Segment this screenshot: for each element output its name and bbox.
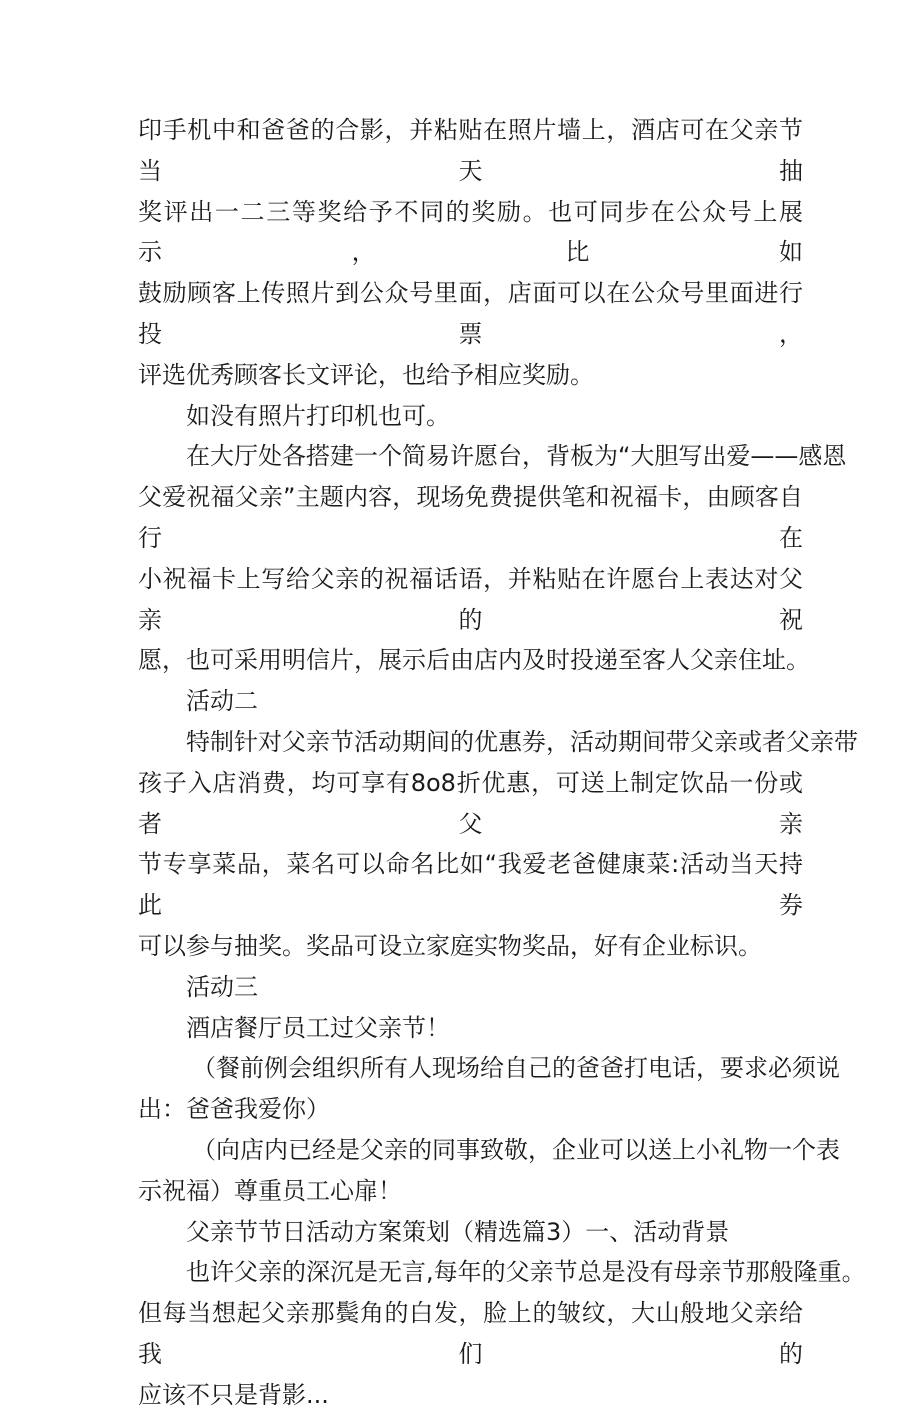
text-line: 示祝福）尊重员工心扉！ — [138, 1176, 402, 1205]
text-line: （向店内已经是父亲的同事致敬，企业可以送上小礼物一个表 — [192, 1135, 840, 1164]
text-line: 如没有照片打印机也可。 — [186, 401, 450, 430]
text-line: 可以参与抽奖。奖品可设立家庭实物奖品，好有企业标识。 — [138, 931, 762, 960]
heading-activity-three — [138, 967, 803, 1008]
text-line: 父亲节节日活动方案策划（精选篇3）一、活动背景 — [186, 1217, 730, 1246]
text-line: 奖评出一二三等奖给予不同的奖励。也可同步在公众号上展示，比如 — [138, 197, 803, 267]
text-line: 评选优秀顾客长文评论，也给予相应奖励。 — [138, 360, 594, 389]
text-line: 节专享菜品，菜名可以命名比如“我爱老爸健康菜:活动当天持此券 — [138, 850, 803, 920]
paragraph-call-dad — [138, 1048, 840, 1130]
text-line: 鼓励顾客上传照片到公众号里面，店面可以在公众号里面进行投票， — [138, 279, 803, 348]
text-line: （餐前例会组织所有人现场给自己的爸爸打电话，要求必须说 — [192, 1054, 840, 1083]
paragraph-salute-colleagues — [138, 1130, 840, 1212]
text-line: 但每当想起父亲那鬓角的白发，脸上的皱纹，大山般地父亲给我们的 — [138, 1299, 803, 1368]
document-body — [138, 110, 866, 1416]
text-line: 愿，也可采用明信片，展示后由店内及时投递至客人父亲住址。 — [138, 646, 810, 675]
paragraph-photo-wall — [138, 110, 803, 396]
paragraph-wish-board — [138, 436, 847, 681]
paragraph-staff-fathers-day — [138, 1008, 803, 1049]
text-line: 特制针对父亲节活动期间的优惠券，活动期间带父亲或者父亲带 — [186, 727, 858, 756]
text-line: 孩子入店消费，均可享有8o8折优惠，可送上制定饮品一份或者父亲 — [138, 768, 803, 838]
heading-activity-two — [138, 681, 803, 722]
text-line: 在大厅处各搭建一个简易许愿台，背板为“大胆写出爱——感恩 — [186, 442, 847, 471]
text-line: 酒店餐厅员工过父亲节！ — [186, 1013, 450, 1042]
heading-plan-three — [138, 1212, 803, 1253]
paragraph-no-printer — [138, 396, 803, 437]
text-line: 父爱祝福父亲”主题内容，现场免费提供笔和祝福卡，由顾客自行在 — [138, 483, 803, 552]
text-line: 印手机中和爸爸的合影，并粘贴在照片墙上，酒店可在父亲节当天抽 — [138, 116, 803, 185]
paragraph-background — [138, 1252, 866, 1415]
text-line: 活动三 — [186, 972, 258, 1001]
text-line: 也许父亲的深沉是无言,每年的父亲节总是没有母亲节那般隆重。 — [186, 1258, 866, 1287]
paragraph-coupon — [138, 722, 858, 967]
text-line: 小祝福卡上写给父亲的祝福话语，并粘贴在许愿台上表达对父亲的祝 — [138, 564, 803, 634]
text-line: 活动二 — [186, 687, 258, 716]
text-line: 出：爸爸我爱你） — [138, 1095, 330, 1124]
text-line: 应该不只是背影... — [138, 1380, 329, 1409]
